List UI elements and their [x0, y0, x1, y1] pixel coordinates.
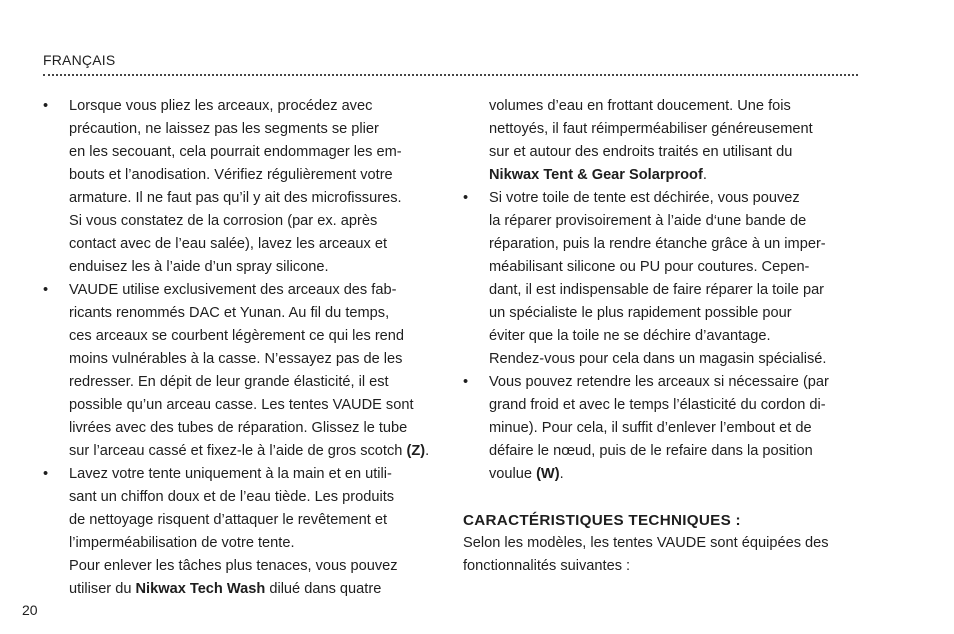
bullet-icon: • — [463, 374, 469, 390]
text-line: l’imperméabilisation de votre tente. — [69, 535, 295, 551]
text-line: moins vulnérables à la casse. N’essayez pas de les — [69, 351, 403, 367]
text-line: en les secouant, cela pourrait endommager les em- — [69, 144, 402, 160]
figure-reference: (W) — [536, 466, 560, 482]
text-line: sur et autour des endroits traités en utilisant du — [489, 144, 793, 160]
bullet-icon: • — [43, 282, 49, 298]
text-line: nettoyés, il faut réimperméabiliser généreusement — [489, 121, 813, 137]
text-run: . — [425, 443, 430, 459]
dotted-divider — [43, 74, 858, 76]
left-column — [43, 95, 443, 601]
text-line: VAUDE utilise exclusivement des arceaux des fab- — [69, 282, 397, 298]
text-line: enduisez les à l’aide d’un spray silicone. — [69, 259, 329, 275]
text-line: ricants renommés DAC et Yunan. Au fil du temps, — [69, 305, 390, 321]
text-run: sur l’arceau cassé et fixez-le à l’aide de gros scotch — [69, 443, 407, 459]
bullet-item-retension — [463, 371, 863, 486]
text-line: livrées avec des tubes de réparation. Glissez le tube — [69, 420, 408, 436]
text-line: bouts et l’anodisation. Vérifiez régulièrement votre — [69, 167, 393, 183]
language-header: FRANÇAIS — [43, 52, 116, 68]
text-line: dant, il est indispensable de faire réparer la toile par — [489, 282, 825, 298]
bullet-item-washing — [43, 463, 443, 601]
text-line: fonctionnalités suivantes : — [463, 558, 631, 574]
text-line — [69, 440, 443, 463]
text-line: ces arceaux se courbent légèrement ce qui les rend — [69, 328, 405, 344]
text-line: défaire le nœud, puis de le refaire dans la position — [489, 443, 813, 459]
text-line: de nettoyage risquent d’attaquer le revêtement et — [69, 512, 388, 528]
text-line: un spécialiste le plus rapidement possible pour — [489, 305, 792, 321]
text-line: éviter que la toile ne se déchire d’avantage. — [489, 328, 771, 344]
figure-reference: (Z) — [406, 443, 426, 459]
text-line: grand froid et avec le temps l’élasticité du cordon di- — [489, 397, 826, 413]
bullet-icon: • — [43, 98, 49, 114]
text-line: Lorsque vous pliez les arceaux, procédez avec — [69, 98, 373, 114]
text-line: possible qu’un arceau casse. Les tentes VAUDE sont — [69, 397, 414, 413]
text-line — [69, 578, 443, 601]
text-line: la réparer provisoirement à l’aide d‘une bande de — [489, 213, 807, 229]
text-line: Vous pouvez retendre les arceaux si nécessaire (par — [489, 374, 829, 390]
text-line: Si votre toile de tente est déchirée, vous pouvez — [489, 190, 800, 206]
text-line: réparation, puis la rendre étanche grâce à un imper- — [489, 236, 826, 252]
text-line: contact avec de l’eau salée), lavez les arceaux et — [69, 236, 387, 252]
bullet-icon: • — [463, 190, 469, 206]
text-line: Rendez-vous pour cela dans un magasin spécialisé. — [489, 351, 827, 367]
text-run: dilué dans quatre — [265, 581, 382, 597]
spacer — [463, 486, 863, 509]
text-line: volumes d’eau en frottant doucement. Une fois — [489, 98, 791, 114]
bullet-item-pole-repair — [43, 279, 443, 463]
text-run: . — [559, 466, 564, 482]
text-run: voulue — [489, 466, 537, 482]
product-name: Nikwax Tech Wash — [135, 581, 266, 597]
bullet-item-fabric-repair — [463, 187, 863, 371]
text-line: Selon les modèles, les tentes VAUDE sont équipées des — [463, 535, 829, 551]
text-line — [489, 164, 863, 187]
text-line: armature. Il ne faut pas qu’il y ait des microfissures. — [69, 190, 402, 206]
text-run: utiliser du — [69, 581, 136, 597]
text-line: Pour enlever les tâches plus tenaces, vous pouvez — [69, 558, 398, 574]
continuation-paragraph — [463, 95, 863, 187]
bullet-item-pole-folding — [43, 95, 443, 279]
page-number: 20 — [22, 602, 38, 618]
text-line — [489, 463, 863, 486]
text-line: Lavez votre tente uniquement à la main et en utili- — [69, 466, 392, 482]
text-line: redresser. En dépit de leur grande élasticité, il est — [69, 374, 389, 390]
text-run: . — [702, 167, 707, 183]
section-heading: CARACTÉRISTIQUES TECHNIQUES : — [463, 512, 741, 529]
product-name: Nikwax Tent & Gear Solarproof — [489, 167, 703, 183]
text-line: Si vous constatez de la corrosion (par ex. après — [69, 213, 378, 229]
text-line: précaution, ne laissez pas les segments se plier — [69, 121, 379, 137]
text-line: sant un chiffon doux et de l’eau tiède. Les produits — [69, 489, 395, 505]
bullet-icon: • — [43, 466, 49, 482]
right-column — [463, 95, 863, 578]
text-line: méabilisant silicone ou PU pour coutures. Cepen- — [489, 259, 810, 275]
text-line: minue). Pour cela, il suffit d’enlever l’embout et de — [489, 420, 812, 436]
